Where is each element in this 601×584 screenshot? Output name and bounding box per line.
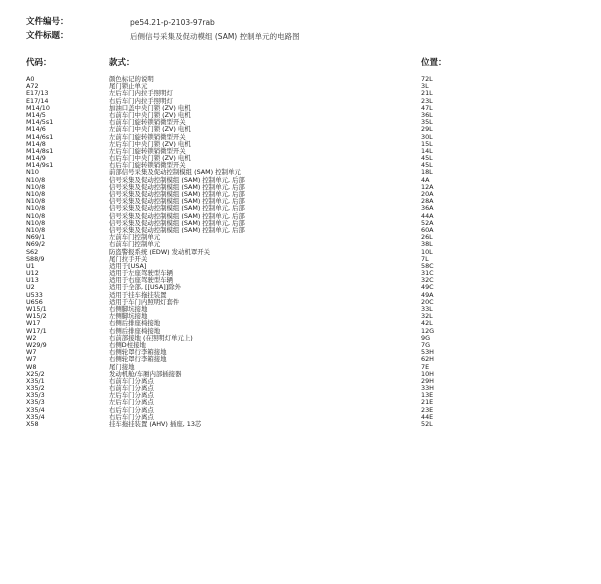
row-location: 13E	[421, 391, 434, 400]
table-row	[0, 306, 601, 313]
column-header-location: 位置：	[421, 58, 447, 68]
row-code: U1	[26, 261, 35, 270]
legend-table	[0, 76, 601, 428]
row-code: X35/4	[26, 405, 45, 414]
row-location: 33L	[421, 305, 433, 313]
row-code: N10/8	[26, 225, 46, 234]
table-row	[0, 342, 601, 349]
row-location: 15L	[421, 139, 433, 148]
row-location: 72L	[421, 75, 433, 83]
table-row	[0, 277, 601, 284]
table-row	[0, 184, 601, 191]
row-description: 右后车门中央门锁 (ZV) 电机	[109, 154, 191, 163]
table-row	[0, 349, 601, 356]
table-row	[0, 227, 601, 234]
row-code: N69/2	[26, 240, 46, 249]
row-code: W8	[26, 362, 37, 371]
row-location: 62H	[421, 355, 434, 364]
row-code: M14/8	[26, 139, 46, 148]
row-location: 36L	[421, 110, 433, 119]
row-location: 38L	[421, 240, 433, 249]
row-description: 适用于左座驾驶型车辆	[109, 269, 173, 278]
row-code: M14/8s1	[26, 146, 54, 155]
row-location: 7G	[421, 340, 431, 349]
row-description: 右后车门分离点	[109, 405, 154, 414]
row-description: 尾门锁止单元	[109, 82, 148, 91]
row-description: 右前部接地 (在照明灯单元上)	[109, 333, 193, 342]
table-row	[0, 119, 601, 126]
row-code: N10/8	[26, 175, 46, 184]
row-location: 52L	[421, 420, 433, 428]
row-code: X58	[26, 420, 39, 428]
row-code: N10/8	[26, 190, 46, 198]
table-row	[0, 249, 601, 256]
table-row	[0, 213, 601, 220]
row-code: N69/1	[26, 233, 46, 242]
row-description: 防盗警报系统 (EDW) 发动机罩开关	[109, 247, 211, 256]
row-description: 适用于右座驾驶型车辆	[109, 276, 173, 285]
row-description: 信号采集及促动控制模组 (SAM) 控制单元, 后部	[109, 225, 245, 234]
row-location: 12G	[421, 326, 435, 335]
row-location: 18L	[421, 168, 433, 177]
row-description: 信号采集及促动控制模组 (SAM) 控制单元, 后部	[109, 218, 245, 227]
row-location: 29H	[421, 376, 434, 385]
row-code: X35/2	[26, 384, 45, 393]
row-description: 左前车门控制单元	[109, 233, 161, 242]
row-description: 右侧后排座椅接地	[109, 319, 161, 328]
row-code: A72	[26, 82, 39, 91]
row-description: 左后车门旋转锁销微型开关	[109, 146, 186, 155]
row-description: 右侧轮罩行李箱接地	[109, 348, 167, 357]
row-code: U2	[26, 283, 35, 292]
table-row	[0, 90, 601, 97]
table-row	[0, 378, 601, 385]
row-description: 发动机舱/车厢内部插接器	[109, 369, 182, 378]
row-description: 右侧D柱接地	[109, 340, 146, 349]
row-description: 左后车门分离点	[109, 391, 154, 400]
row-code: U13	[26, 276, 39, 285]
row-location: 47L	[421, 103, 433, 112]
row-code: E17/13	[26, 89, 49, 98]
row-location: 52A	[421, 218, 434, 227]
row-location: 53H	[421, 348, 434, 357]
row-code: M14/10	[26, 103, 50, 112]
row-description: 信号采集及促动控制模组 (SAM) 控制单元, 后部	[109, 204, 245, 213]
row-description: 信号采集及促动控制模组 (SAM) 控制单元, 后部	[109, 197, 245, 206]
row-description: 右后车门分离点	[109, 412, 154, 421]
row-code: X35/1	[26, 376, 45, 385]
row-description: 尾门接地	[109, 362, 135, 371]
row-description: 挂车拖挂装置 (AHV) 插座, 13芯	[109, 420, 202, 428]
table-row	[0, 399, 601, 406]
row-code: W29/9	[26, 340, 47, 349]
row-description: 适用于[USA]	[109, 261, 147, 270]
row-location: 23L	[421, 96, 433, 105]
row-description: 右侧后排座椅接地	[109, 326, 161, 335]
row-code: X25/2	[26, 369, 45, 378]
row-code: W15/1	[26, 305, 47, 313]
row-code: X35/4	[26, 412, 45, 421]
table-row	[0, 263, 601, 270]
row-description: 尾门拉手开关	[109, 254, 148, 263]
row-location: 29L	[421, 125, 433, 134]
column-header-text: 款式：	[109, 58, 135, 68]
row-description: 适用于车门内照明灯套件	[109, 297, 180, 306]
row-location: 30L	[421, 132, 433, 141]
column-header-code: 代码：	[26, 58, 52, 68]
row-location: 35L	[421, 118, 433, 127]
row-code: M14/6	[26, 125, 46, 134]
row-description: 信号采集及促动控制模组 (SAM) 控制单元, 后部	[109, 182, 245, 191]
table-row	[0, 356, 601, 363]
row-code: X35/3	[26, 398, 45, 407]
row-description: 右前车门分离点	[109, 384, 154, 393]
row-description: 右前车门控制单元	[109, 240, 161, 249]
table-row	[0, 105, 601, 112]
row-code: E17/14	[26, 96, 49, 105]
table-row	[0, 134, 601, 141]
row-description: 右侧脚坑接地	[109, 305, 148, 313]
table-row	[0, 328, 601, 335]
row-location: 23E	[421, 405, 434, 414]
row-code: N10/8	[26, 218, 46, 227]
table-row	[0, 220, 601, 227]
row-location: 28A	[421, 197, 434, 206]
row-description: 左前车门中央门锁 (ZV) 电机	[109, 125, 191, 134]
row-location: 33H	[421, 384, 434, 393]
table-row	[0, 155, 601, 162]
row-location: 58C	[421, 261, 434, 270]
row-location: 4A	[421, 175, 430, 184]
row-description: 左后车门中央门锁 (ZV) 电机	[109, 139, 191, 148]
row-description: 左后车门内拉手照明灯	[109, 89, 173, 98]
table-row	[0, 169, 601, 176]
row-code: W17	[26, 319, 41, 328]
doc-title-label: 文件标题：	[26, 31, 69, 41]
table-row	[0, 241, 601, 248]
table-row	[0, 421, 601, 428]
doc-number-value: pe54.21-p-2103-97rab	[130, 18, 215, 27]
row-description: 右前车门分离点	[109, 376, 154, 385]
row-location: 60A	[421, 225, 434, 234]
row-description: 信号采集及促动控制模组 (SAM) 控制单元, 后部	[109, 175, 245, 184]
row-code: M14/5s1	[26, 118, 54, 127]
row-location: 20C	[421, 297, 434, 306]
row-location: 44E	[421, 412, 434, 421]
table-row	[0, 177, 601, 184]
row-description: 左后车门分离点	[109, 398, 154, 407]
row-code: X35/3	[26, 391, 45, 400]
row-location: 42L	[421, 319, 433, 328]
row-code: N10	[26, 168, 39, 177]
row-location: 12A	[421, 182, 434, 191]
row-description: 加油口盖中央门锁 (ZV) 电机	[109, 103, 191, 112]
doc-number-label: 文件编号：	[26, 17, 69, 27]
row-location: 7L	[421, 254, 429, 263]
table-row	[0, 205, 601, 212]
row-location: 32L	[421, 312, 433, 321]
table-row	[0, 162, 601, 169]
row-code: S62	[26, 247, 39, 256]
row-location: 49C	[421, 283, 434, 292]
row-location: 45L	[421, 154, 433, 163]
table-row	[0, 292, 601, 299]
table-row	[0, 141, 601, 148]
row-description: 右后车门旋转锁销微型开关	[109, 161, 186, 170]
table-row	[0, 112, 601, 119]
row-location: 49A	[421, 290, 434, 299]
row-location: 31C	[421, 269, 434, 278]
table-row	[0, 191, 601, 198]
table-row	[0, 76, 601, 83]
row-description: 信号采集及促动控制模组 (SAM) 控制单元, 后部	[109, 211, 245, 220]
row-description: 右后车门内拉手照明灯	[109, 96, 173, 105]
row-location: 36A	[421, 204, 434, 213]
row-description: 颜色标记的说明	[109, 75, 154, 83]
row-code: M14/6s1	[26, 132, 54, 141]
row-location: 32C	[421, 276, 434, 285]
row-description: 右前车门旋转锁销微型开关	[109, 118, 186, 127]
table-row	[0, 299, 601, 306]
row-location: 7E	[421, 362, 430, 371]
row-code: N10/8	[26, 211, 46, 220]
row-code: N10/8	[26, 197, 46, 206]
table-row	[0, 392, 601, 399]
table-row	[0, 198, 601, 205]
table-row	[0, 385, 601, 392]
row-code: N10/8	[26, 182, 46, 191]
row-code: W2	[26, 333, 37, 342]
row-location: 14L	[421, 146, 433, 155]
row-location: 10L	[421, 247, 433, 256]
row-code: W17/1	[26, 326, 47, 335]
row-description: 前部信号采集及促动控制模组 (SAM) 控制单元	[109, 168, 241, 177]
row-code: W15/2	[26, 312, 47, 321]
row-description: 适用于挂车拖挂装置	[109, 290, 167, 299]
row-description: 左前车门旋转锁销微型开关	[109, 132, 186, 141]
table-row	[0, 98, 601, 105]
table-row	[0, 407, 601, 414]
row-location: 26L	[421, 233, 433, 242]
table-row	[0, 371, 601, 378]
row-location: 3L	[421, 82, 429, 91]
row-description: 右侧轮罩行李箱接地	[109, 355, 167, 364]
table-row	[0, 148, 601, 155]
table-row	[0, 284, 601, 291]
row-code: W7	[26, 348, 37, 357]
row-code: S88/9	[26, 254, 45, 263]
row-description: 适用于全部, [[USA]]除外	[109, 283, 181, 292]
row-code: U656	[26, 297, 43, 306]
row-code: M14/9	[26, 154, 46, 163]
row-code: M14/5	[26, 110, 46, 119]
row-location: 10H	[421, 369, 434, 378]
row-location: 20A	[421, 190, 434, 198]
row-code: W7	[26, 355, 37, 364]
table-row	[0, 414, 601, 421]
table-row	[0, 234, 601, 241]
table-row	[0, 313, 601, 320]
row-location: 9G	[421, 333, 431, 342]
row-description: 右前车门中央门锁 (ZV) 电机	[109, 110, 191, 119]
row-code: N10/8	[26, 204, 46, 213]
row-location: 21L	[421, 89, 433, 98]
row-code: U533	[26, 290, 43, 299]
table-row	[0, 335, 601, 342]
table-row	[0, 83, 601, 90]
row-description: 信号采集及促动控制模组 (SAM) 控制单元, 后部	[109, 190, 245, 198]
table-row	[0, 320, 601, 327]
table-row	[0, 256, 601, 263]
table-row	[0, 126, 601, 133]
row-code: U12	[26, 269, 39, 278]
table-row	[0, 364, 601, 371]
row-description: 左侧脚坑接地	[109, 312, 148, 321]
doc-title-value: 后侧信号采集及促动模组 (SAM) 控制单元的电路图	[130, 32, 300, 41]
row-location: 45L	[421, 161, 433, 170]
row-location: 21E	[421, 398, 434, 407]
row-code: M14/9s1	[26, 161, 54, 170]
table-row	[0, 270, 601, 277]
row-code: A0	[26, 75, 35, 83]
row-location: 44A	[421, 211, 434, 220]
